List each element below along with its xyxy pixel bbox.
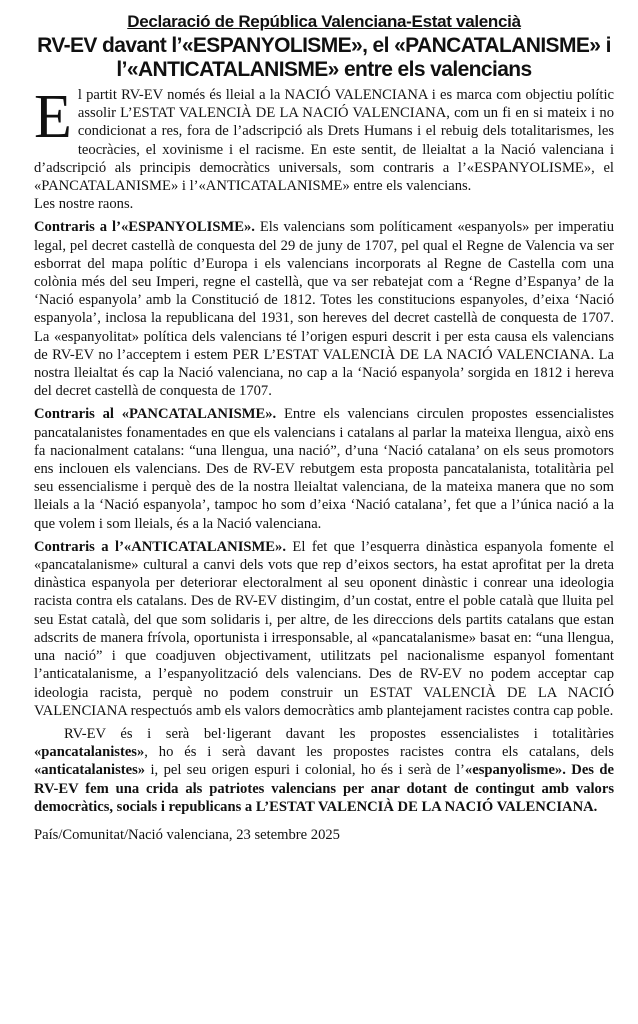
section-espanyolisme <box>34 218 614 400</box>
section-heading: Contraris a l’«ANTICATALANISME». <box>34 538 286 555</box>
intro-paragraph <box>34 83 614 213</box>
closing-bold-2: «anticatalanistes» <box>34 762 146 779</box>
headline-line-1: RV-EV davant l’«ESPANYOLISME», el «PANCATALANISME» i <box>37 34 611 57</box>
closing-bold-1: «pancatalanistes» <box>34 744 145 761</box>
closing-text-1: RV-EV és i serà bel·ligerant davant les propostes essencialistes i totalitàries <box>64 725 614 742</box>
section-pancatalanisme <box>34 405 614 532</box>
closing-paragraph <box>34 725 614 816</box>
closing-text-3: i, pel seu origen espuri i colonial, ho és i serà de l’ <box>145 762 465 779</box>
section-text: Entre els valencians circulen propostes essencialistes pancatalanistes fonamentades en que els valencians i catalans al parlar la mateixa llengua, això ens fa nacionalment catalans: “una llengua, una nació”, d’una ‘Nació catalana’ on els seus promotors ens inclouen els valencians. Des de RV-EV rebutgem esta proposta pancatalanista, totalitària pel seu essencialisme i perquè des de la nostra lleialtat valenciana, de la mateixa manera que no som lleials a la ‘Nació espanyola’, tampoc ho som d’eixa ‘Nació catalana’, fet que a l’única nació a la que volem i som lleials, és a la Nació valenciana. <box>34 406 614 532</box>
section-heading: Contraris a l’«ESPANYOLISME». <box>34 219 255 236</box>
section-text: Els valencians som políticament «espanyols» per imperatiu legal, pel decret castellà de conquesta del 29 de juny de 1707, pel qual el Regne de Valencia va ser esborrat del mapa polític d’Europa i els valencians incorporats al Regne de Castella com una colònia més del seu Imperi, regne el castellà, que va ser rebatejat com a ‘Regne d’Espanya’ de la ‘Nació espanyola’ amb la Constitució de 1812. Totes les constitucions espanyoles, d’eixa ‘Nació espanyola’, inclosa la republicana del 1931, son hereves del decret castellà de conquesta de 1707. La «espanyolitat» política dels valencians té l’origen espuri descrit i per esta causa els valencians de RV-EV no l’acceptem i estem PER L’ESTAT VALENCIÀ DE LA NACIÓ VALENCIANA. La nostra lleialtat és cap la Nació valenciana, no cap a la ‘Nació espanyola’ sorgida en 1812 i hereva del decret castellà de conquesta de 1707. <box>34 219 614 400</box>
document-kicker: Declaració de República Valenciana-Estat valencià <box>127 12 521 31</box>
drop-cap: E <box>34 83 72 151</box>
section-anticatalanisme <box>34 538 614 720</box>
headline-line-2: l’«ANTICATALANISME» entre els valencians <box>116 58 532 81</box>
closing-bold-3: «espanyolisme». <box>464 762 566 779</box>
section-text: El fet que l’esquerra dinàstica espanyola fomente el «pancatalanisme» cultural a canvi dels vots que rep d’eixos sectors, ha estat aprofitat per la dreta dinàstica espanyola per deteriorar electoralment al seu oponent dinàstic i conrear una ideologia racista contra els catalans. Des de RV-EV distingim, d’un costat, entre el poble català que lluita pel seu Estat català, del que som solidaris i, per altre, de les direccions dels partits catalans que estan adscrits de manera frívola, oportunista i irresponsable, al «pancatalanisme» basat en: “una llengua, una nació” i que coadjuven objectivament, utilitzats pel nacionalisme espanyol fomentant l’anticatalanisme, a l’espanyolització dels valencians. Des de RV-EV no podem acceptar cap ideologia racista, perquè no podem construir un ESTAT VALENCIÀ DE LA NACIÓ VALENCIANA respectuós amb els valors democràtics amb plantejament racistes contra cap poble. <box>34 538 614 719</box>
section-heading: Contraris al «PANCATALANISME». <box>34 406 277 423</box>
document-footer: País/Comunitat/Nació valenciana, 23 setembre 2025 <box>34 826 340 843</box>
document-headline <box>34 34 614 82</box>
closing-bold-4: Des de RV-EV fem una crida als patriotes valencians per anar dotant de contingut amb valors democràtics, socials i republicans a L’ESTAT VALENCIÀ DE LA NACIÓ VALENCIANA. <box>34 762 614 815</box>
reasons-line: Les nostre raons. <box>34 196 134 213</box>
intro-text: l partit RV-EV només és lleial a la NACIÓ VALENCIANA i es marca com objectiu polític assolir L’ESTAT VALENCIÀ DE LA NACIÓ VALENCIANA, com un fi en si mateix i no condicionat a res, fora de l’adscripció als Drets Humans i el rebuig dels totalitarismes, les teocràcies, el xovinisme i el racisme. En este sentit, de lleialtat a la Nació valenciana i d’adscripció als principis democràtics universals, som contraris a l’«ESPANYOLISME», el «PANCATALANISME» i l’«ANTICATALANISME» entre els valencians. <box>34 87 614 195</box>
closing-text-2: , ho és i serà davant les propostes racistes contra els catalans, dels <box>144 744 614 761</box>
